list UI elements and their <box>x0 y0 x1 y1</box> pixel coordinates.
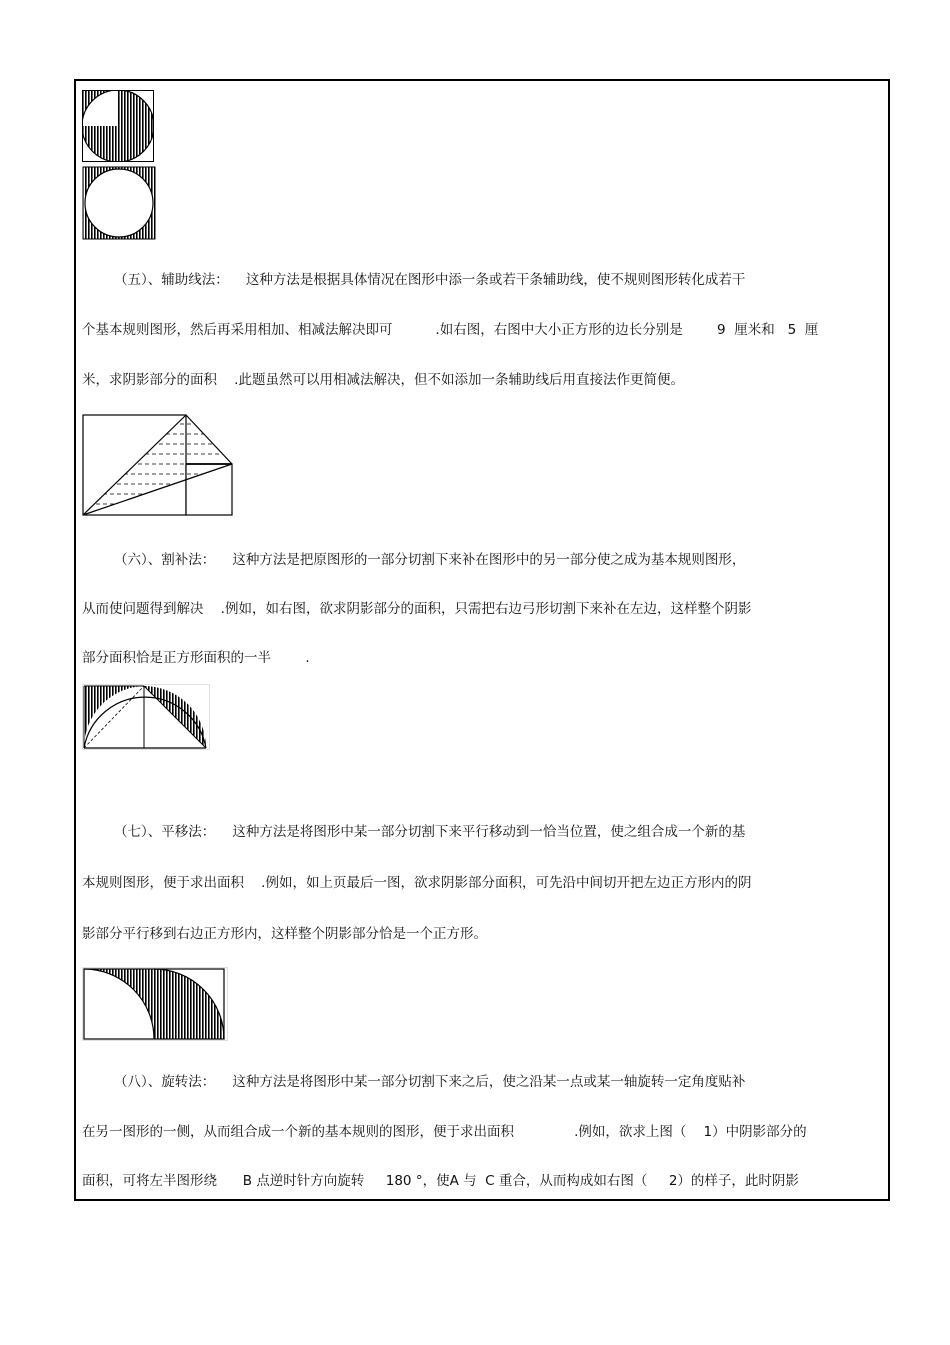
section-8-line-3: 面积，可将左半图形绕 B 点逆时针方向旋转 180 °，使A 与 C 重合，从而构成如右图（ 2）的样子，此时阴影 <box>82 1173 799 1189</box>
section-6-line-2: 从而使问题得到解决 .例如，如右图，欲求阴影部分的面积，只需把右边弓形切割下来补在左边，这样整个阴影 <box>82 601 752 617</box>
section-5-line-1: （五）、辅助线法： 这种方法是根据具体情况在图形中添一条或若干条辅助线，使不规则图形转化成若干 <box>114 272 746 288</box>
circle-in-square-figure <box>82 166 158 242</box>
semicircle-figure <box>82 684 210 750</box>
pinwheel-figure <box>82 90 154 162</box>
section-7-line-3: 影部分平行移到右边正方形内，这样整个阴影部分恰是一个正方形。 <box>82 926 487 942</box>
two-squares-figure <box>82 414 234 518</box>
section-5-line-3: 米，求阴影部分的面积 .此题虽然可以用相减法解决，但不如添加一条辅助线后用直接法作更简便。 <box>82 372 684 388</box>
section-8-line-1: （八）、旋转法： 这种方法是将图形中某一部分切割下来之后，使之沿某一点或某一轴旋转一定角度贴补 <box>114 1074 746 1090</box>
section-5-line-2: 个基本规则图形，然后再采用相加、相减法解决即可 .如右图，右图中大小正方形的边长分别是 9 厘米和 5 厘 <box>82 322 819 338</box>
section-7-line-1: （七）、平移法： 这种方法是将图形中某一部分切割下来平行移动到一恰当位置，使之组合成一个新的基 <box>114 824 746 840</box>
section-6-line-3: 部分面积恰是正方形面积的一半 . <box>82 650 310 666</box>
section-8-line-2: 在另一图形的一侧，从而组合成一个新的基本规则的图形，便于求出面积 .例如，欲求上图（ 1）中阴影部分的 <box>82 1124 807 1140</box>
section-7-line-2: 本规则图形，便于求出面积 .例如，如上页最后一图，欲求阴影部分面积，可先沿中间切开把左边正方形内的阴 <box>82 875 752 891</box>
translation-figure <box>82 967 228 1041</box>
section-6-line-1: （六）、割补法： 这种方法是把原图形的一部分切割下来补在图形中的另一部分使之成为基本规则图形， <box>114 552 746 568</box>
